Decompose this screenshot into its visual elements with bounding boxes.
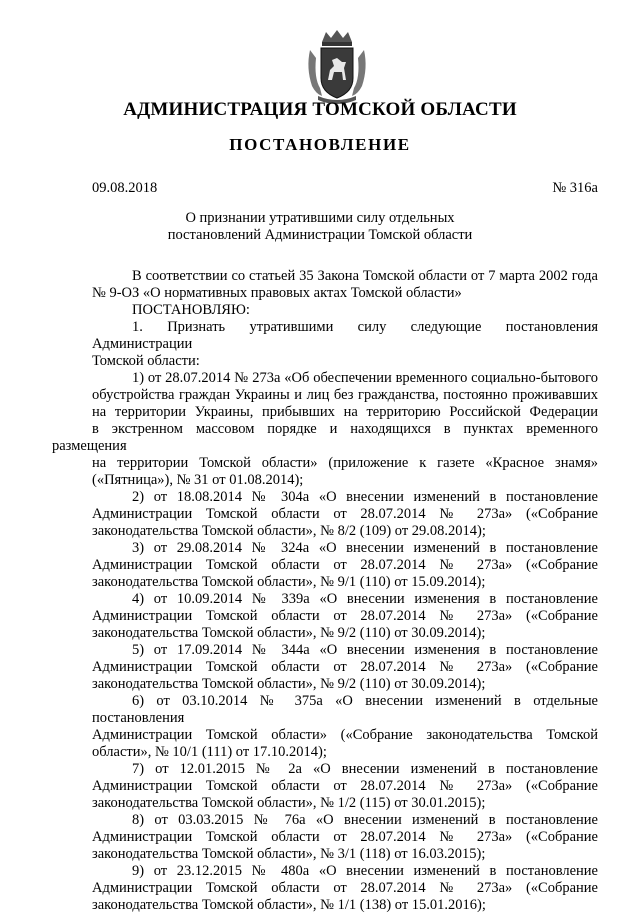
paragraph-line: Администрации Томской области от 28.07.2014 № 273а» («Собрание [92, 557, 598, 573]
paragraph-line: законодательства Томской области», № 1/1 (138) от 15.01.2016); [92, 897, 486, 913]
paragraph [92, 693, 598, 761]
document-title [0, 210, 640, 244]
paragraph-line: на территории Украины, прибывших на территорию Российской Федерации [92, 404, 598, 420]
paragraph-line: № 9-ОЗ «О нормативных правовых актах Томской области» [92, 285, 462, 301]
paragraph-line: на территории Томской области» (приложение к газете «Красное знамя» [92, 455, 598, 471]
paragraph [92, 761, 598, 812]
paragraph [92, 591, 598, 642]
paragraph [92, 540, 598, 591]
paragraph-line: 4) от 10.09.2014 № 339а «О внесении изменения в постановление [132, 591, 598, 607]
paragraph-line: 7) от 12.01.2015 № 2а «О внесении изменений в постановление [132, 761, 598, 777]
paragraph-line: Администрации Томской области» («Собрание законодательства Томской [92, 727, 598, 743]
paragraph [92, 863, 598, 914]
paragraph-line: 8) от 03.03.2015 № 76а «О внесении изменений в постановление [132, 812, 598, 828]
paragraph-line: 1) от 28.07.2014 № 273а «Об обеспечении временного социально-бытового [132, 370, 598, 386]
title-line: постановлений Администрации Томской области [167, 227, 473, 243]
paragraph-line: законодательства Томской области», № 9/1 (110) от 15.09.2014); [92, 574, 486, 590]
document-number: № 316а [552, 180, 598, 196]
paragraph-line: 1. Признать утратившими силу следующие постановления Администрации [92, 319, 598, 352]
paragraph-line: в экстренном массовом порядке и находящихся в пунктах временного размещения [52, 421, 598, 454]
paragraph-line: законодательства Томской области», № 1/2 (115) от 30.01.2015); [92, 795, 486, 811]
paragraph-line: законодательства Томской области», № 3/1 (118) от 16.03.2015); [92, 846, 486, 862]
paragraph-line: Администрации Томской области от 28.07.2014 № 273а» («Собрание [92, 659, 598, 675]
document-date: 09.08.2018 [92, 180, 158, 196]
paragraph-line: ПОСТАНОВЛЯЮ: [132, 302, 250, 318]
paragraph-line: 2) от 18.08.2014 № 304а «О внесении изменений в постановление [132, 489, 598, 505]
paragraph-line: обустройства граждан Украины и лиц без гражданства, постоянно проживавших [92, 387, 598, 403]
paragraph-line: («Пятница»), № 31 от 01.08.2014); [92, 472, 304, 488]
paragraph-line: Администрации Томской области от 28.07.2014 № 273а» («Собрание [92, 506, 598, 522]
paragraph-line: Администрации Томской области от 28.07.2014 № 273а» («Собрание [92, 880, 598, 896]
paragraph [52, 370, 598, 489]
paragraph [92, 319, 598, 370]
paragraph-line: 5) от 17.09.2014 № 344а «О внесении изменения в постановление [132, 642, 598, 658]
paragraph-line: Томской области: [92, 353, 200, 369]
organization-name: АДМИНИСТРАЦИЯ ТОМСКОЙ ОБЛАСТИ [123, 99, 517, 120]
title-line: О признании утратившими силу отдельных [185, 210, 455, 226]
paragraph-line: Администрации Томской области от 28.07.2014 № 273а» («Собрание [92, 778, 598, 794]
document-body [52, 268, 598, 914]
tomsk-coat-of-arms-icon [304, 28, 370, 104]
paragraph-line: Администрации Томской области от 28.07.2014 № 273а» («Собрание [92, 829, 598, 845]
paragraph [92, 812, 598, 863]
paragraph-line: законодательства Томской области», № 9/2 (110) от 30.09.2014); [92, 676, 486, 692]
paragraph-line: 9) от 23.12.2015 № 480а «О внесении изменений в постановление [132, 863, 598, 879]
paragraph-line: законодательства Томской области», № 9/2 (110) от 30.09.2014); [92, 625, 486, 641]
paragraph [92, 489, 598, 540]
paragraph-line: 3) от 29.08.2014 № 324а «О внесении изменений в постановление [132, 540, 598, 556]
paragraph-line: Администрации Томской области от 28.07.2014 № 273а» («Собрание [92, 608, 598, 624]
paragraph-line: законодательства Томской области», № 8/2 (109) от 29.08.2014); [92, 523, 486, 539]
document-type: ПОСТАНОВЛЕНИЕ [229, 135, 411, 154]
paragraph [92, 302, 598, 319]
paragraph-line: 6) от 03.10.2014 № 375а «О внесении изменений в отдельные постановления [92, 693, 598, 726]
paragraph [92, 642, 598, 693]
paragraph [92, 268, 598, 302]
paragraph-line: В соответствии со статьей 35 Закона Томской области от 7 марта 2002 года [132, 268, 598, 284]
paragraph-line: области», № 10/1 (111) от 17.10.2014); [92, 744, 327, 760]
